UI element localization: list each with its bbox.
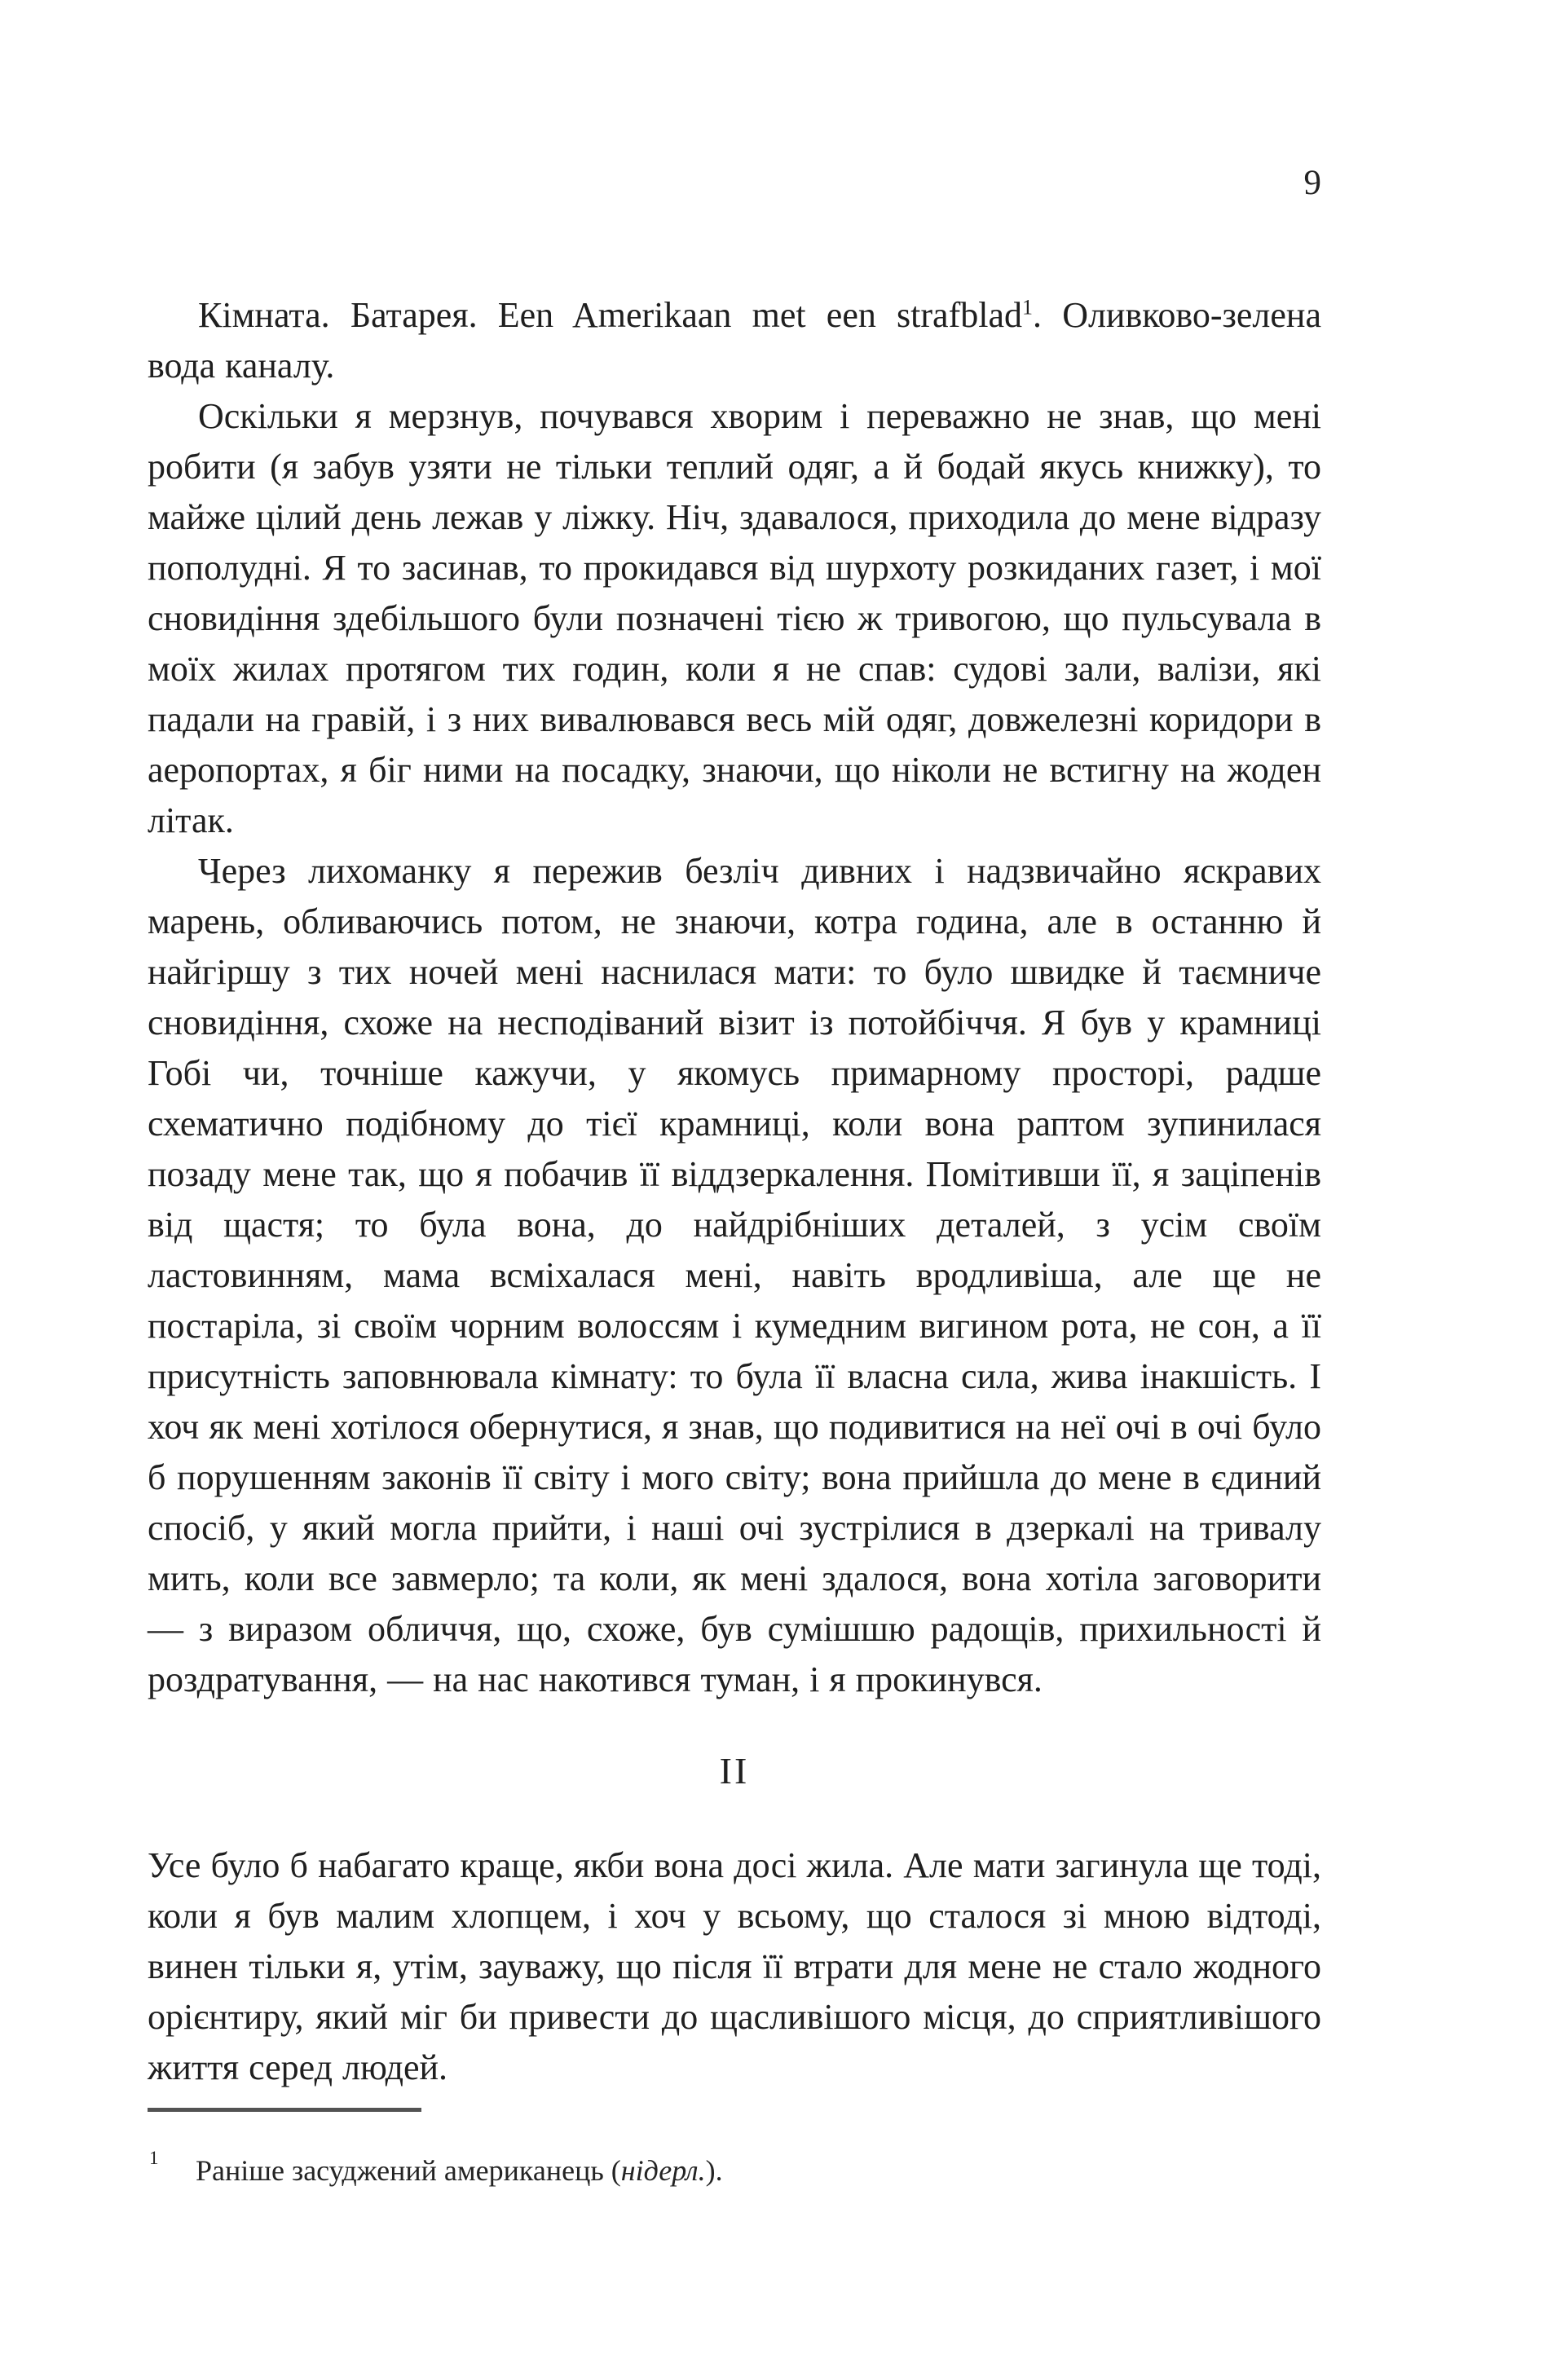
paragraph-3: Через лихоманку я пережив безліч дивних і надзвичайно яскравих марень, обливаючись потом, не знаючи, котра година, але в останню й найгіршу з тих ночей мені наснилася мати: то було швидке й таємниче сновидіння, схоже на несподіваний візит із потойбіччя. Я був у крамниці Гобі чи, точніше кажучи, у якомусь примарному просторі, радше схематично подібному до тієї крамниці, коли вона раптом зупинилася позаду мене так, що я побачив її віддзеркалення. Помітивши її, я заціпенів від щастя; то була вона, до найдрібніших деталей, з усім своїм ластовинням, мама всміхалася мені, навіть вродливіша, але ще не постаріла, зі своїм чорним волоссям і кумедним вигином рота, не сон, а її присутність заповнювала кімнату: то була її власна сила, жива інакшість. І хоч як мені хотілося обернутися, я знав, що подивитися на неї очі в очі було б порушенням законів її світу і мого світу; вона прийшла до мене в єдиний спосіб, у який могла прийти, і наші очі зустрілися в дзеркалі на тривалу мить, коли все завмерло; та коли, як мені здалося, вона хотіла заговорити — з виразом обличчя, що, схоже, був сумішшю радощів, прихильності й роздратування, — на нас накотився туман, і я прокинувся. (148, 851, 1321, 1699)
footnote-marker: 1 (149, 2148, 159, 2168)
footnote-reference: 1 (1022, 295, 1033, 320)
footnote-text: Раніше засуджений американець ( (196, 2154, 621, 2187)
page-body (148, 290, 1321, 2093)
paragraph-4: Усе було б набагато краще, якби вона досі жила. Але мати загинула ще тоді, коли я був малим хлопцем, і хоч у всьому, що сталося зі мною відтоді, винен тільки я, утім, зауважу, що після її втрати для мене не стало жодного орієнтиру, який міг би привести до щасливішого місця, до сприятливішого життя серед людей. (148, 1845, 1321, 2087)
paragraph-1-text-continued: . Оливково-зелена вода каналу. (148, 295, 1321, 386)
footnote-divider (148, 2108, 421, 2112)
footnote (148, 2148, 1321, 2189)
paragraph-2: Оскільки я мерзнув, почувався хворим і переважно не знав, що мені робити (я забув узяти не тільки теплий одяг, а й бодай якусь книжку), то майже цілий день лежав у ліжку. Ніч, здавалося, приходила до мене відразу пополудні. Я то засинав, то прокидався від шурхоту розкиданих газет, і мої сновидіння здебільшого були позначені тією ж тривогою, що пульсувала в моїх жилах протягом тих годин, коли я не спав: судові зали, валізи, які падали на гравій, і з них вивалювався весь мій одяг, довжелезні коридори в аеропортах, я біг ними на посадку, знаючи, що ніколи не встигну на жоден літак. (148, 396, 1321, 840)
footnote-language-label: нідерл. (620, 2154, 706, 2187)
footnote-text-end: ). (705, 2154, 723, 2187)
footnote-area (148, 2108, 1321, 2189)
paragraph-1-text: Кімната. Батарея. Een Amerikaan met een strafblad (198, 295, 1022, 335)
page-number: 9 (1303, 164, 1321, 202)
paragraph-1 (148, 290, 1321, 391)
section-heading: II (719, 1750, 750, 1792)
